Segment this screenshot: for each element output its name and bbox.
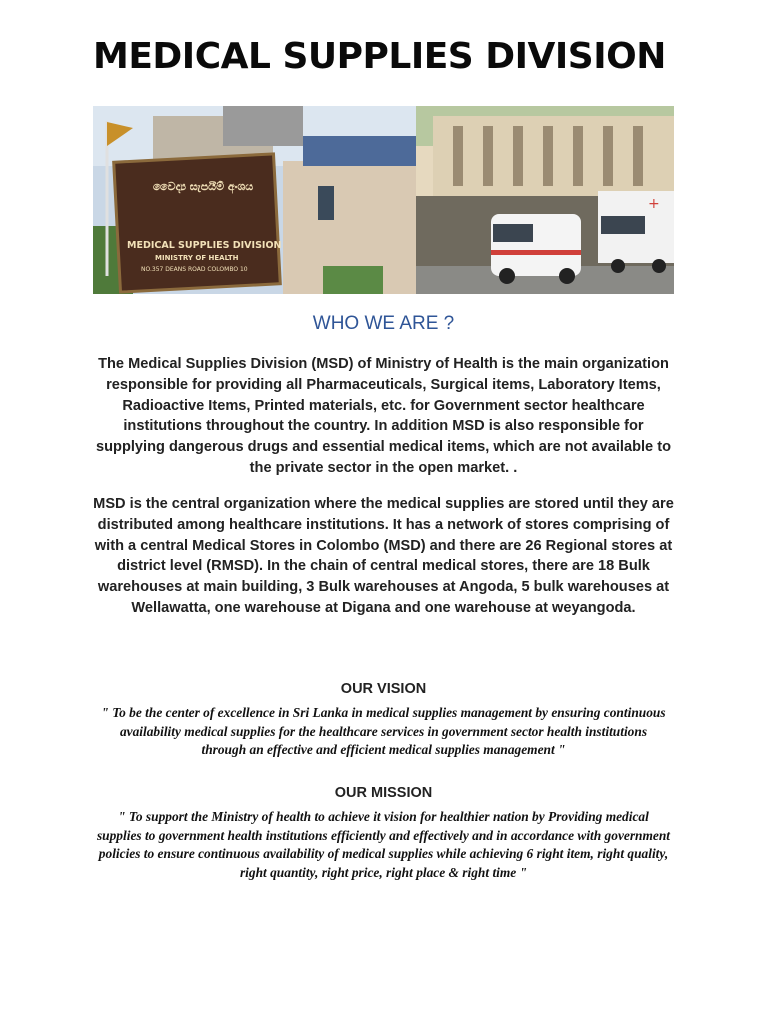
svg-text:NO.357 DEANS ROAD COLOMBO 10: NO.357 DEANS ROAD COLOMBO 10 (141, 266, 248, 273)
svg-text:MINISTRY OF HEALTH: MINISTRY OF HEALTH (155, 254, 239, 262)
mission-heading: OUR MISSION (334, 785, 433, 801)
network-paragraph: MSD is the central organization where the medical supplies are stored until they are distributed among healthcare institutions. It has a network of stores comprising of with a central Medical Stores in Colombo (MSD) and there are 26 Regional stores at district level (RMSD). In the chain of central medical stores, there are 18 Bulk warehouses at main building, 3 Bulk warehouses at Angoda, 5 bulk warehouses at Wellawatta, one warehouse at Digana and one warehouse at weyangoda. (93, 496, 674, 616)
page-title: MEDICAL SUPPLIES DIVISION (93, 36, 666, 77)
vision-heading: OUR VISION (340, 681, 427, 697)
who-we-are-heading: WHO WE ARE ? (312, 313, 455, 334)
svg-text:MEDICAL SUPPLIES DIVISION: MEDICAL SUPPLIES DIVISION (127, 240, 282, 251)
svg-text:+: + (648, 196, 660, 212)
header-photo (93, 106, 674, 294)
signboard (114, 154, 282, 292)
intro-paragraph: The Medical Supplies Division (MSD) of Ministry of Health is the main organization responsible for providing all Pharmaceuticals, Surgical items, Laboratory Items, Radioactive Items, Printed materials, etc. for Government sector healthcare institutions throughout the country. In addition MSD is also responsible for supplying dangerous drugs and essential medical items, which are not available to the private sector in the open market. . (96, 356, 671, 476)
svg-text:වෛද්‍ය සැපයීම් අංශය: වෛද්‍ය සැපයීම් අංශය (153, 180, 254, 193)
mission-statement: " To support the Ministry of health to achieve it vision for healthier nation by Providing medical supplies to government health institutions efficiently and effectively and in accordance with government policies to ensure continuous availability of medical supplies while achieving 6 right item, right quality, right quantity, right price, right place & right time " (96, 809, 671, 880)
vision-statement: " To be the center of excellence in Sri Lanka in medical supplies management by ensuring continuous availability medical supplies for the healthcare services in government sector health institutions through an effective and efficient medical supplies management " (101, 705, 666, 758)
